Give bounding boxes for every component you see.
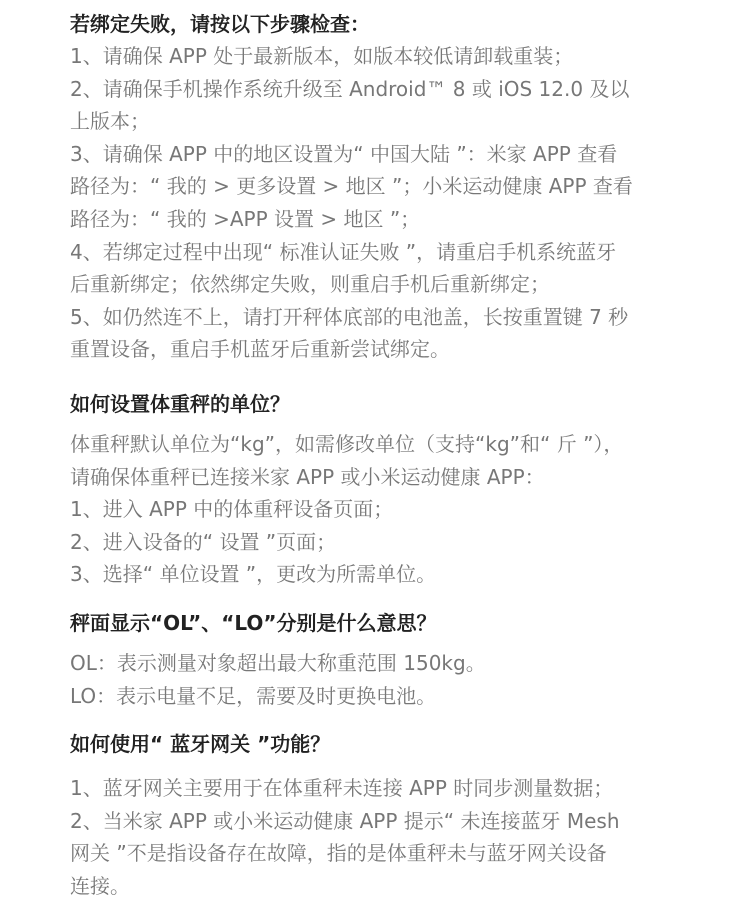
paragraph-line: 后重新绑定；依然绑定失败，则重启手机后重新绑定；: [70, 272, 550, 297]
section-spacer: [70, 591, 690, 607]
paragraph-line: 1、蓝牙网关主要用于在体重秤未连接 APP 时同步测量数据；: [70, 776, 614, 801]
paragraph-line: LO：表示电量不足，需要及时更换电池。: [70, 683, 437, 708]
section-heading: 秤面显示“OL”、“LO”分别是什么意思？: [70, 610, 437, 635]
paragraph-line: 2、当米家 APP 或小米运动健康 APP 提示“ 未连接蓝牙 Mesh: [70, 808, 620, 833]
paragraph-line: 路径为：“ 我的 >APP 设置 > 地区 ”；: [70, 206, 421, 231]
paragraph-line: OL：表示测量对象超出最大称重范围 150kg。: [70, 650, 486, 675]
paragraph-line: 4、若绑定过程中出现“ 标准认证失败 ”，请重启手机系统蓝牙: [70, 239, 617, 264]
section-bluetooth-gateway: [70, 728, 690, 902]
heading-spacer: [70, 420, 690, 428]
section-display-codes: [70, 607, 690, 712]
section-heading: 如何使用“ 蓝牙网关 ”功能？: [70, 732, 331, 757]
paragraph-line: 5、如仍然连不上，请打开秤体底部的电池盖，长按重置键 7 秒: [70, 304, 629, 329]
paragraph-line: 1、请确保 APP 处于最新版本，如版本较低请卸载重装；: [70, 44, 574, 68]
paragraph-line: 请确保体重秤已连接米家 APP 或小米运动健康 APP：: [70, 464, 545, 489]
heading-spacer: [70, 760, 690, 772]
heading-spacer: [70, 639, 690, 647]
section-weight-unit: [70, 388, 690, 591]
paragraph-line: 3、选择“ 单位设置 ”，更改为所需单位。: [70, 562, 437, 587]
paragraph-line: 2、进入设备的“ 设置 ”页面；: [70, 529, 337, 554]
paragraph-line: 上版本；: [70, 109, 150, 134]
paragraph-line: 重置设备，重启手机蓝牙后重新尝试绑定。: [70, 337, 450, 362]
paragraph-line: 网关 ”不是指设备存在故障，指的是体重秤未与蓝牙网关设备: [70, 841, 607, 866]
paragraph-line: 体重秤默认单位为“kg”，如需修改单位（支持“kg”和“ 斤 ”），: [70, 431, 624, 456]
section-heading: 如何设置体重秤的单位？: [70, 391, 290, 416]
section-heading: 若绑定失败，请按以下步骤检查：: [70, 12, 370, 36]
paragraph-line: 路径为：“ 我的 > 更多设置 > 地区 ”；小米运动健康 APP 查看: [70, 174, 633, 199]
paragraph-line: 连接。: [70, 873, 130, 898]
section-spacer: [70, 366, 690, 388]
section-spacer: [70, 712, 690, 728]
paragraph-line: 1、进入 APP 中的体重秤设备页面；: [70, 497, 394, 522]
section-binding-failure: [70, 8, 690, 366]
paragraph-line: 3、请确保 APP 中的地区设置为“ 中国大陆 ”：米家 APP 查看: [70, 141, 618, 166]
paragraph-line: 2、请确保手机操作系统升级至 Android™ 8 或 iOS 12.0 及以: [70, 76, 630, 101]
